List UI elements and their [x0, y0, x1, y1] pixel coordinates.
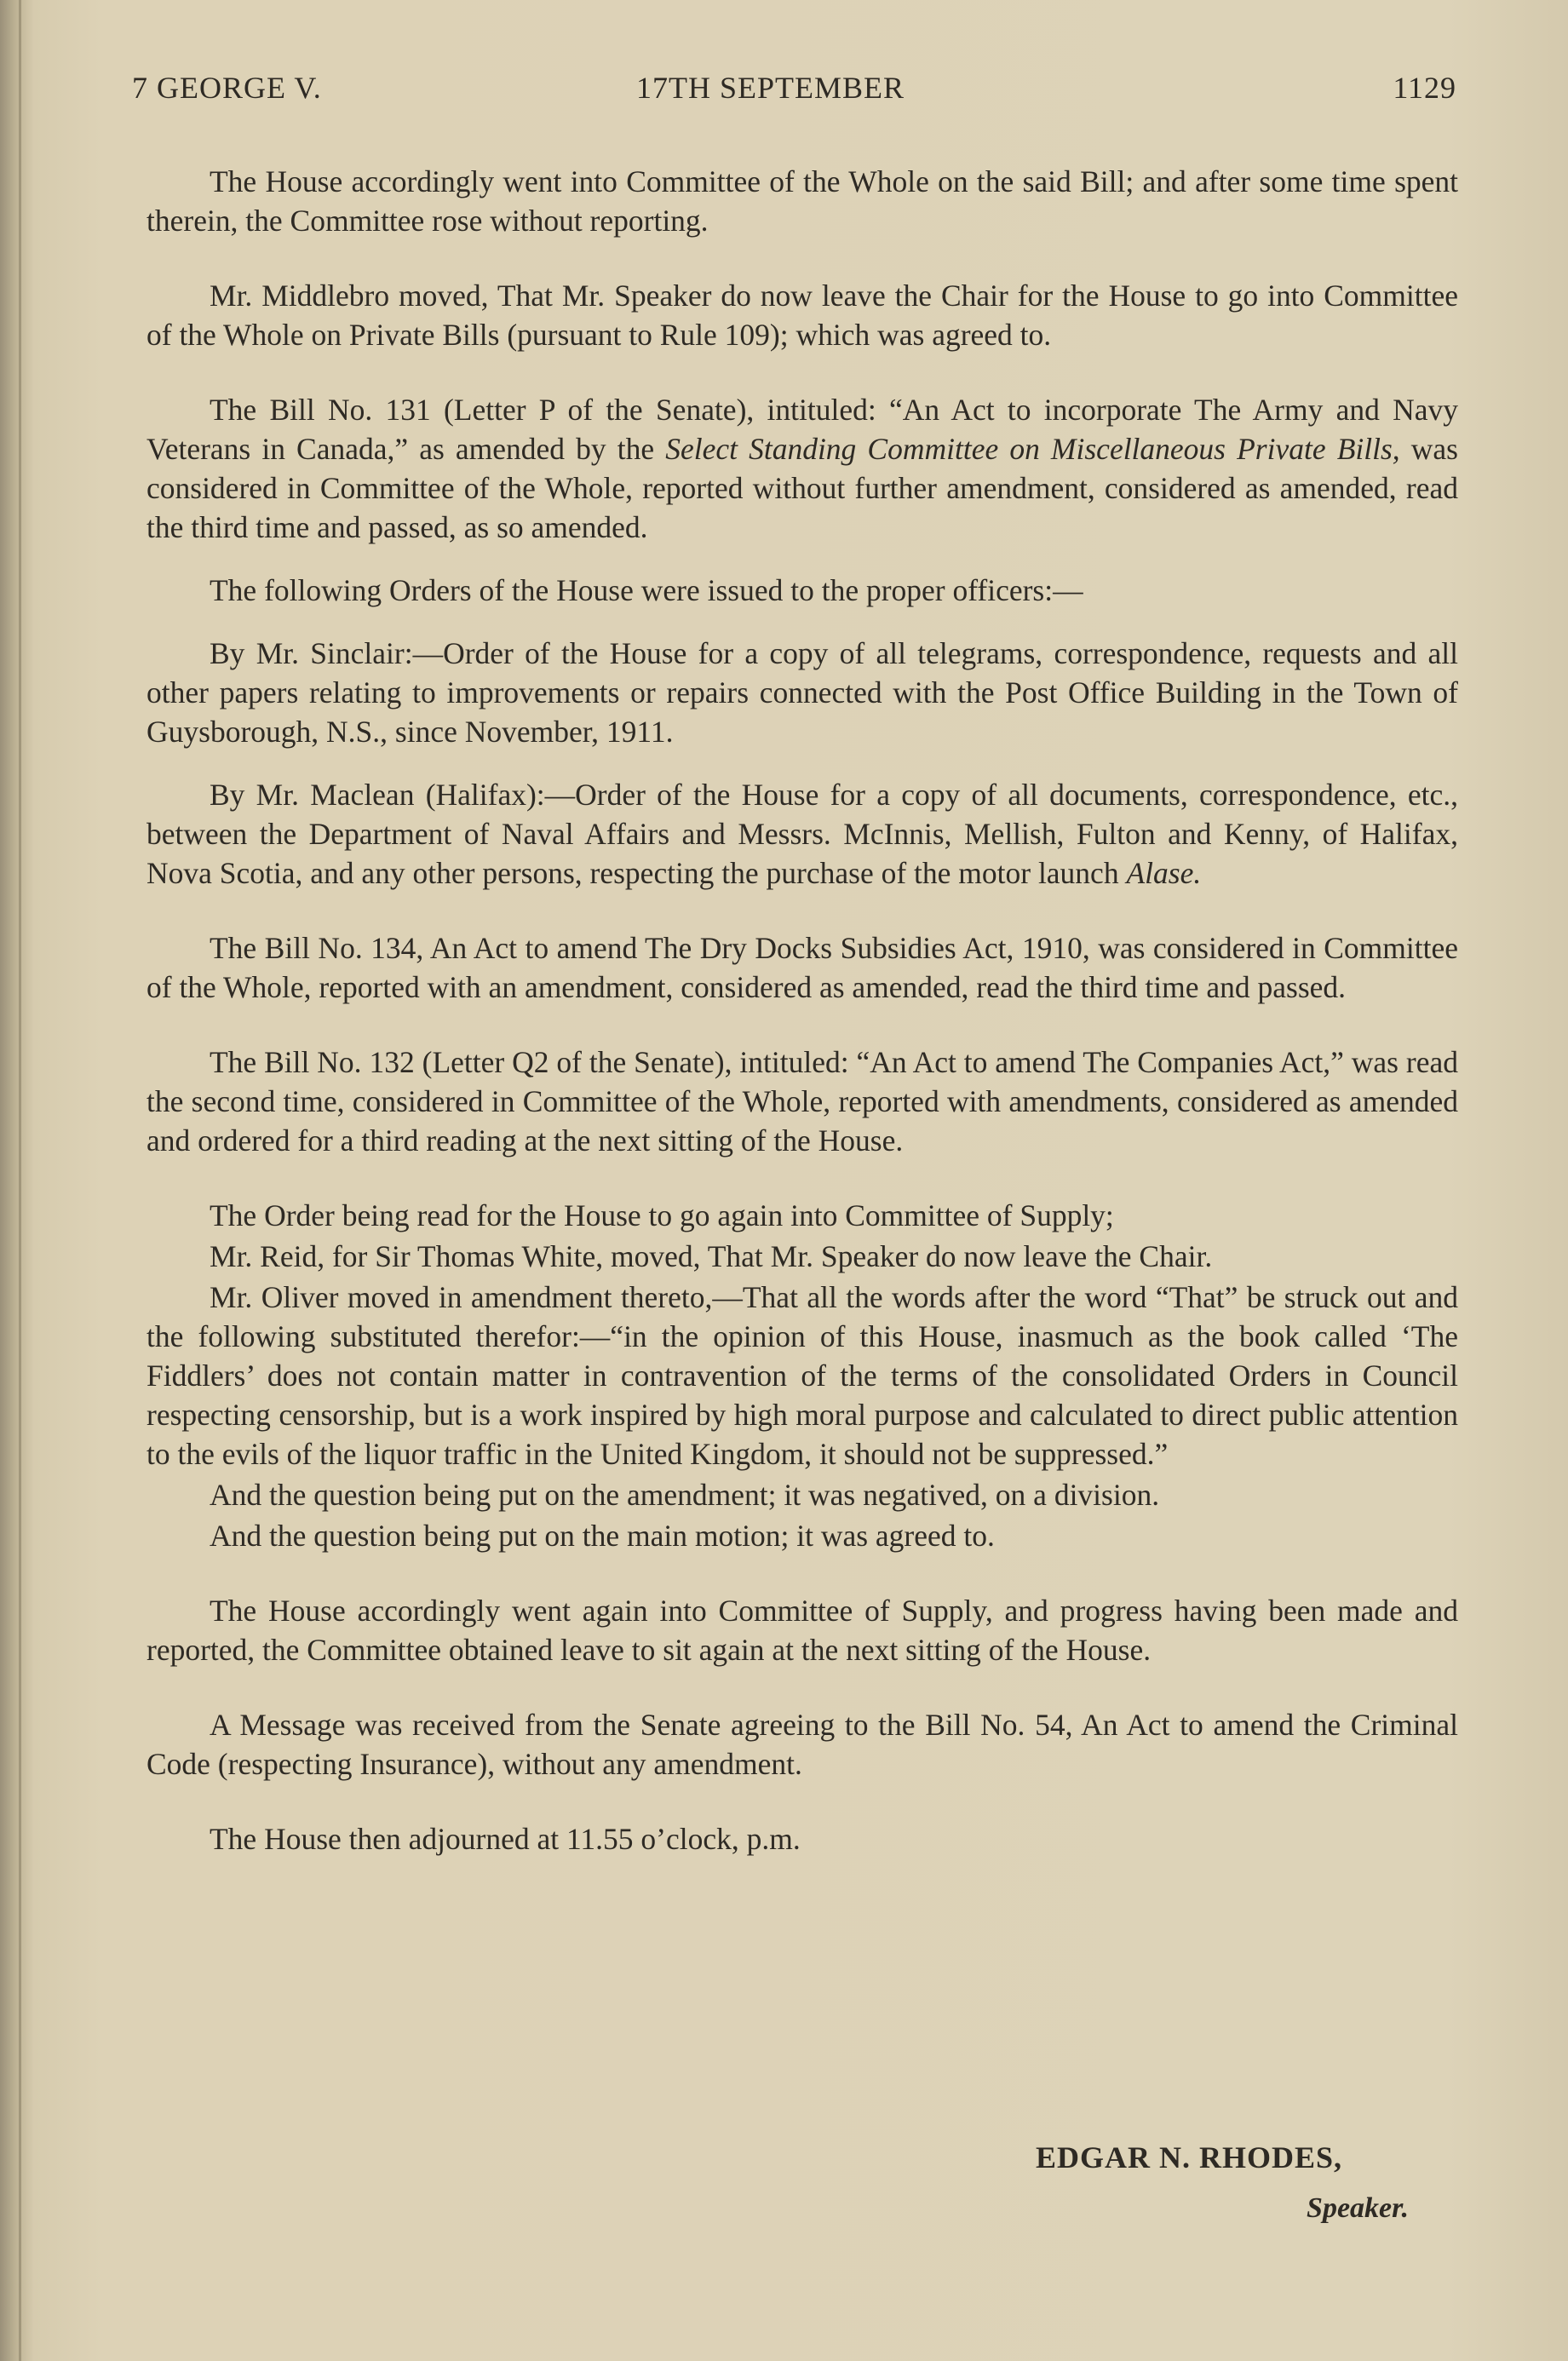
paragraph-main-motion-agreed: And the question being put on the main motion; it was agreed to.: [210, 1519, 995, 1553]
header-regnal-year: 7 GEORGE V.: [132, 71, 322, 105]
motor-launch-name: Alase.: [1126, 856, 1202, 890]
paragraph-bill-132: The Bill No. 132 (Letter Q2 of the Senate), intituled: “An Act to amend The Companies Act,” was read the second time, considered in Committee of the Whole, reported with amendments, considered as amended and ordered for a third reading at the next sitting of the House.: [146, 1045, 1458, 1158]
binding-gutter: [19, 0, 21, 2361]
speaker-name: EDGAR N. RHODES,: [1035, 2140, 1342, 2174]
paragraph-bill-131: [146, 390, 1458, 547]
paragraph-committee-whole: The House accordingly went into Committee of the Whole on the said Bill; and after some time spent therein, the Committee rose without reporting.: [146, 164, 1458, 238]
paragraph-reid-motion: Mr. Reid, for Sir Thomas White, moved, That Mr. Speaker do now leave the Chair.: [210, 1239, 1213, 1273]
speaker-title: Speaker.: [1307, 2192, 1409, 2224]
paragraph-bill-134: The Bill No. 134, An Act to amend The Dry Docks Subsidies Act, 1910, was considered in Committee of the Whole, reported with an amendment, considered as amended, read the third time and passed.: [146, 931, 1458, 1004]
paragraph-adjournment: The House then adjourned at 11.55 o’clock, p.m.: [210, 1822, 801, 1856]
page-number: 1129: [1393, 71, 1456, 105]
paragraph-amendment-negatived: And the question being put on the amendment; it was negatived, on a division.: [210, 1478, 1160, 1512]
paragraph-order-maclean: [146, 775, 1458, 893]
header-date: 17TH SEPTEMBER: [636, 71, 905, 105]
paragraph-orders-issued: The following Orders of the House were issued to the proper officers:—: [210, 573, 1083, 607]
speaker-signature-block: [1035, 2140, 1409, 2225]
journal-body: [146, 162, 1458, 1858]
paragraph-senate-message: A Message was received from the Senate agreeing to the Bill No. 54, An Act to amend the Criminal Code (respecting Insurance), without any amendment.: [146, 1708, 1458, 1781]
paragraph-order-sinclair: By Mr. Sinclair:—Order of the House for a copy of all telegrams, correspondence, requests and all other papers relating to improvements or repairs connected with the Post Office Building in the Town of Guysborough, N.S., since November, 1911.: [146, 636, 1458, 749]
bill-131-committee-name: Select Standing Committee on Miscellaneous Private Bills,: [665, 432, 1400, 466]
running-header: [132, 70, 1456, 121]
paragraph-supply-progress: The House accordingly went again into Committee of Supply, and progress having been made and reported, the Committee obtained leave to sit again at the next sitting of the House.: [146, 1594, 1458, 1667]
paragraph-oliver-amendment: Mr. Oliver moved in amendment thereto,—That all the words after the word “That” be struck out and the following substituted therefor:—“in the opinion of this House, inasmuch as the book called ‘The Fiddlers’ does not contain matter in contravention of the terms of the consolidated Orders in Council respecting censorship, but is a work inspired by high moral purpose and calculated to direct public attention to the evils of the liquor traffic in the United Kingdom, it should not be suppressed.”: [146, 1280, 1458, 1471]
bill-131-text-a: The Bill No. 131 (Letter P of the Senate), intituled: “An Act to incorporate The Army and Navy Veterans in Canada,” as amended by the: [146, 393, 1458, 466]
bill-131-text-b: was considered in Committee of the Whole, reported without further amendment, considered as amended, read the third time and passed, as so amended.: [146, 432, 1458, 544]
paragraph-order-supply: The Order being read for the House to go again into Committee of Supply;: [210, 1198, 1114, 1232]
paragraph-middlebro-motion: Mr. Middlebro moved, That Mr. Speaker do now leave the Chair for the House to go into Committee of the Whole on Private Bills (pursuant to Rule 109); which was agreed to.: [146, 279, 1458, 352]
order-maclean-text: By Mr. Maclean (Halifax):—Order of the House for a copy of all documents, correspondence, etc., between the Department of Naval Affairs and Messrs. McInnis, Mellish, Fulton and Kenny, of Halifax, Nova Scotia, and any other persons, respecting the purchase of the motor launch: [146, 778, 1458, 890]
